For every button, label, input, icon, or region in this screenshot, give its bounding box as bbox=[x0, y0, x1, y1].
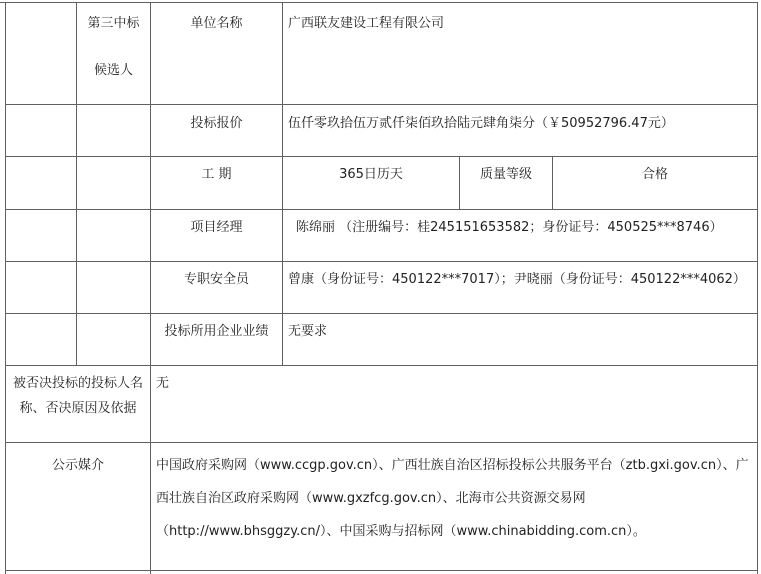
unit-name-label: 单位名称 bbox=[190, 16, 243, 31]
performance-label: 投标所用企业业绩 bbox=[164, 324, 269, 339]
duration-value: 365日历天 bbox=[339, 167, 403, 182]
rule-right bbox=[757, 2, 758, 574]
rule-col1 bbox=[76, 2, 77, 365]
unit-name-value: 广西联友建设工程有限公司 bbox=[288, 16, 445, 31]
bid-price-label: 投标报价 bbox=[190, 116, 243, 131]
rejected-value: 无 bbox=[156, 376, 170, 391]
rule-row6 bbox=[5, 365, 758, 366]
bid-price-value: 伍仟零玖拾伍万贰仟柒佰玖拾陆元肆角柒分（￥50952796.47元） bbox=[288, 116, 674, 131]
quality-value: 合格 bbox=[641, 167, 668, 182]
media-value: 中国政府采购网（www.ccgp.gov.cn）、广西壮族自治区招标投标公共服务平台（ztb.gxi.gov.cn）、广西壮族自治区政府采购网（www.gxzfcg.gov.cn）、北海市公共资源交易网（http://www.bhsggzy.cn/）、中国采购与招标网（www.chinabidding.com.cn）。 bbox=[156, 458, 749, 539]
rule-row4 bbox=[5, 261, 758, 262]
safety-officer-label: 专职安全员 bbox=[183, 272, 249, 287]
media-label: 公示媒介 bbox=[51, 458, 104, 473]
rule-row8 bbox=[5, 570, 758, 571]
manager-value: 陈绵丽 （注册编号：桂245151653582；身份证号：450525***8746） bbox=[296, 220, 723, 235]
rejected-label-line2: 称、否决原因及依据 bbox=[19, 401, 137, 416]
duration-label: 工 期 bbox=[201, 167, 232, 182]
third-candidate-label-line1: 第三中标 bbox=[87, 16, 140, 31]
quality-label: 质量等级 bbox=[479, 167, 532, 182]
rule-row2 bbox=[5, 156, 758, 157]
rejected-label-line1: 被否决投标的投标人名 bbox=[12, 376, 143, 391]
rule-row7 bbox=[5, 442, 758, 443]
rule-row1 bbox=[5, 104, 758, 105]
manager-label: 项目经理 bbox=[190, 220, 243, 235]
third-candidate-label-line2: 候选人 bbox=[93, 63, 133, 78]
rule-left bbox=[5, 2, 6, 574]
rule-row5 bbox=[5, 313, 758, 314]
rule-top bbox=[0, 2, 758, 3]
performance-value: 无要求 bbox=[288, 324, 328, 339]
safety-officer-value: 曾康（身份证号：450122***7017）；尹晓丽（身份证号：450122***4062） bbox=[288, 272, 746, 287]
rule-row3 bbox=[5, 209, 758, 210]
